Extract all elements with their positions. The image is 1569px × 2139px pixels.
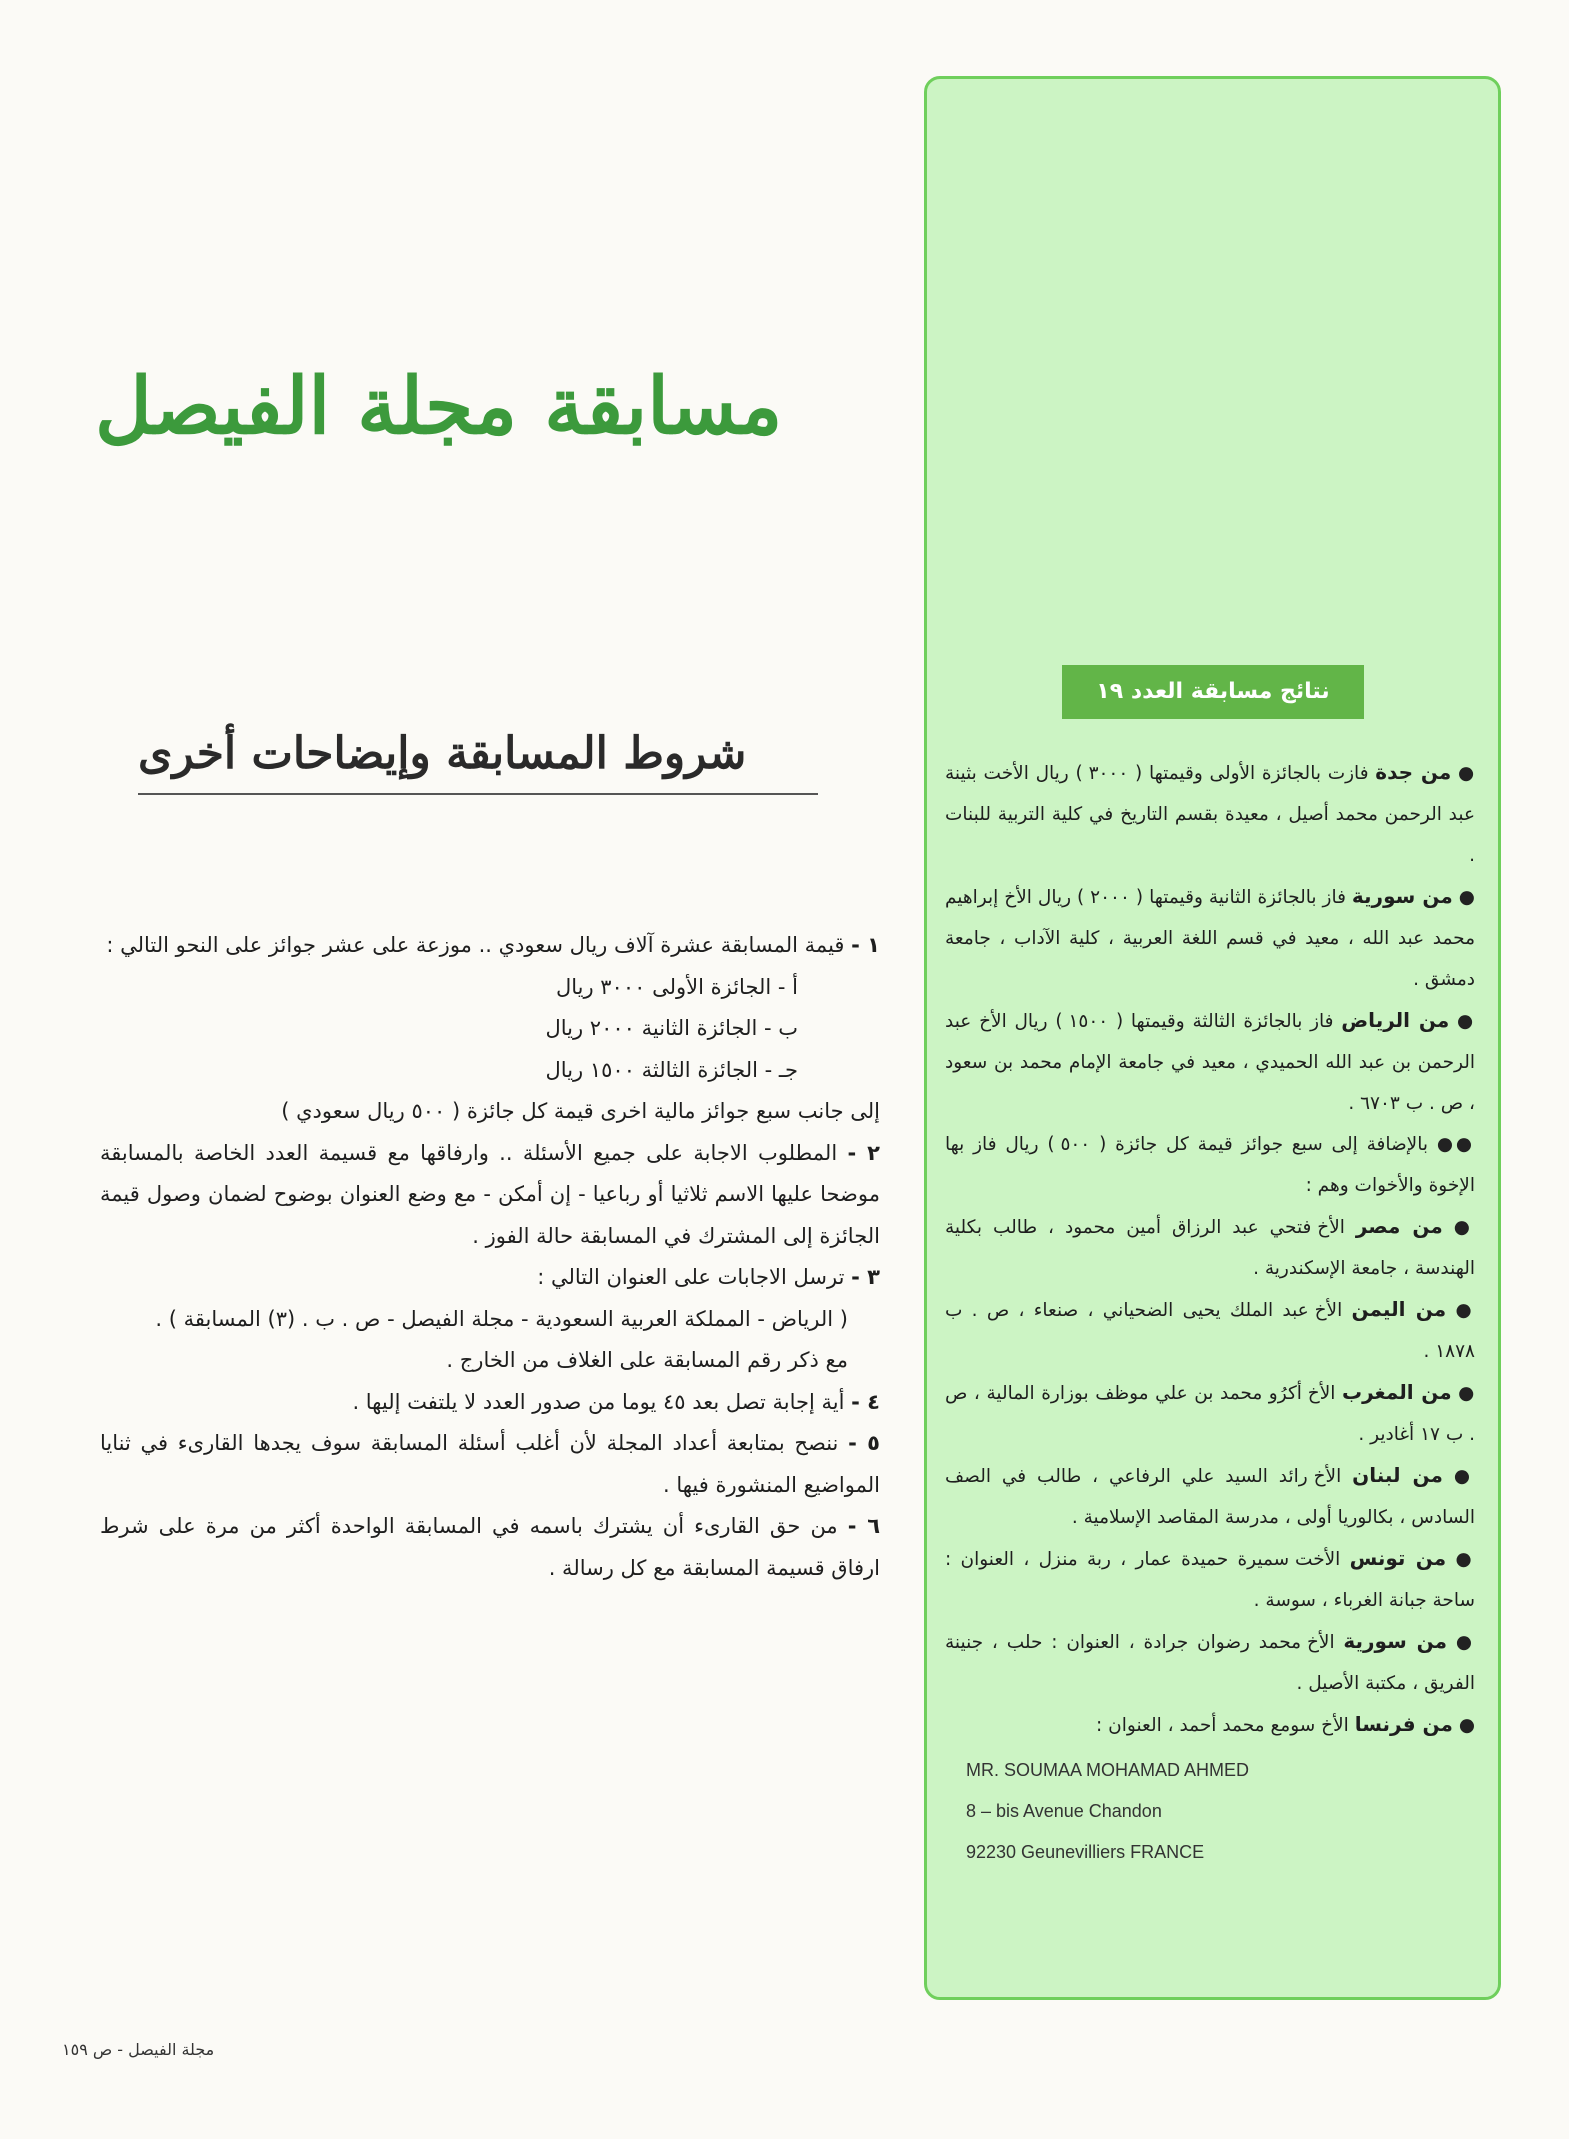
france-address [966,1750,1386,1873]
result-text: فاز بالجائزة الثانية وقيمتها ( ٢٠٠٠ ) ريال الأخ إبراهيم محمد عبد الله ، معيد في قسم اللغة العربية ، كلية الآداب ، جامعة دمشق . [945,887,1475,990]
result-place: من لبنان [1352,1463,1443,1487]
rule-1 [100,925,880,967]
result-item [945,1289,1475,1372]
prize-first: أ - الجائزة الأولى ٣٠٠٠ ريال [555,974,798,999]
result-item [945,1621,1475,1704]
bullet-icon: ● [1456,1011,1475,1032]
result-place: من سورية [1343,1629,1448,1653]
result-item [945,1000,1475,1124]
address-line: 92230 Geunevilliers FRANCE [966,1842,1205,1862]
rule-number: ٥ - [848,1431,880,1455]
result-item [945,1455,1475,1538]
rule-6 [100,1506,880,1589]
result-place: من اليمن [1351,1297,1447,1321]
rules-section [100,925,880,1589]
result-place: من جدة [1375,760,1452,784]
result-text: الأخ أكرُو محمد بن علي موظف بوزارة المالية ، ص . ب ١٧ أغادير . [945,1383,1475,1445]
rule-3-address: ( الرياض - المملكة العربية السعودية - مجلة الفيصل - ص . ب . (٣) المسابقة ) . [155,1306,848,1331]
rule-text: ترسل الاجابات على العنوان التالي : [537,1265,845,1289]
address-line: MR. SOUMAA MOHAMAD AHMED [966,1760,1250,1780]
rule-number: ١ - [851,933,880,957]
rule-number: ٤ - [851,1389,880,1414]
result-item [945,1538,1475,1621]
bullet-icon: ● [1455,1632,1475,1653]
rule-number: ٦ - [847,1514,881,1538]
result-item [945,1704,1475,1746]
result-place: من فرنسا [1354,1712,1453,1736]
address-line: 8 – bis Avenue Chandon [966,1801,1162,1821]
bullet-icon: ● [1453,1466,1475,1487]
bullet-icon: ● [1455,1549,1476,1570]
rule-3-note: مع ذكر رقم المسابقة على الغلاف من الخارج . [446,1348,848,1372]
bullet-icon: ●● [1436,1134,1475,1155]
page-footer: مجلة الفيصل - ص ١٥٩ [62,2040,215,2059]
result-text: الأخت سميرة حميدة عمار ، ربة منزل ، العنوان : ساحة جبانة الغرباء ، سوسة . [945,1549,1475,1611]
result-text: فاز بالجائزة الثالثة وقيمتها ( ١٥٠٠ ) ريال الأخ عبد الرحمن بن عبد الله الحميدي ، معيد في جامعة الإمام محمد بن سعود ، ص . ب ٦٧٠٣ . [945,1011,1475,1114]
result-item [945,1124,1475,1206]
result-item [945,876,1475,1000]
bullet-icon: ● [1453,1217,1475,1238]
page-title: مسابقة مجلة الفيصل [95,361,783,452]
rule-1-extra: إلى جانب سبع جوائز مالية اخرى قيمة كل جائزة ( ٥٠٠ ريال سعودي ) [281,1099,880,1123]
prize-third: جـ - الجائزة الثالثة ١٥٠٠ ريال [545,1057,798,1082]
result-item [945,752,1475,876]
rule-text: من حق القارىء أن يشترك باسمه في المسابقة الواحدة أكثر من مرة على شرط ارفاق قسيمة المسابقة مع كل رسالة . [100,1514,880,1580]
rule-text: أية إجابة تصل بعد ٤٥ يوما من صدور العدد لا يلتفت إليها . [352,1389,845,1414]
result-place: من تونس [1349,1546,1447,1570]
rules-heading: شروط المسابقة وإيضاحات أخرى [138,728,747,779]
bullet-icon: ● [1458,1715,1475,1736]
rule-text: المطلوب الاجابة على جميع الأسئلة .. وارفاقها مع قسيمة العدد الخاصة بالمسابقة موضحا عليها الاسم ثلاثيا أو رباعيا - إن أمكن - مع وضع العنوان بوضوح لضمان وصول قيمة الجائزة إلى المشترك في المسابقة حالة الفوز . [100,1140,880,1248]
result-text: الأخ رائد السيد علي الرفاعي ، طالب في الصف السادس ، بكالوريا أولى ، مدرسة المقاصد الإسلامية . [945,1466,1475,1528]
result-text: الأخ سومع محمد أحمد ، العنوان : [1096,1715,1349,1736]
rule-text: قيمة المسابقة عشرة آلاف ريال سعودي .. موزعة على عشر جوائز على النحو التالي : [106,933,845,957]
result-text: الأخ فتحي عبد الرزاق أمين محمود ، طالب بكلية الهندسة ، جامعة الإسكندرية . [945,1217,1475,1279]
heading-underline [138,793,818,795]
result-text: الأخ عبد الملك يحيى الضحياني ، صنعاء ، ص . ب ١٨٧٨ . [945,1300,1475,1362]
prize-second: ب - الجائزة الثانية ٢٠٠٠ ريال [545,1016,798,1040]
result-item [945,1372,1475,1455]
result-place: من سورية [1351,884,1453,908]
rule-3 [100,1257,880,1299]
result-item [945,1206,1475,1289]
result-place: من المغرب [1341,1380,1452,1404]
bullet-icon: ● [1458,887,1475,908]
bullet-icon: ● [1458,1383,1475,1404]
rule-4 [100,1382,880,1424]
result-place: من الرياض [1341,1008,1450,1032]
rule-2 [100,1133,880,1258]
bullet-icon: ● [1455,1300,1475,1321]
results-header: نتائج مسابقة العدد ١٩ [1062,665,1364,719]
results-list [945,752,1475,1746]
result-text: بالإضافة إلى سبع جوائز قيمة كل جائزة ( ٥٠٠ ) ريال فاز بها الإخوة والأخوات وهم : [945,1134,1475,1196]
rule-number: ٣ - [851,1265,880,1289]
rule-number: ٢ - [847,1140,880,1165]
result-place: من مصر [1355,1214,1443,1238]
rule-text: ننصح بمتابعة أعداد المجلة لأن أغلب أسئلة المسابقة سوف يجدها القارىء في ثنايا المواضيع المنشورة فيها . [100,1431,880,1497]
result-text: الأخ محمد رضوان جرادة ، العنوان : حلب ، جنينة الفريق ، مكتبة الأصيل . [945,1632,1475,1694]
rule-5 [100,1423,880,1506]
result-text: فازت بالجائزة الأولى وقيمتها ( ٣٠٠٠ ) ريال الأخت بثينة عبد الرحمن محمد أصيل ، معيدة بقسم التاريخ في كلية التربية للبنات . [945,763,1475,866]
bullet-icon: ● [1457,763,1475,784]
